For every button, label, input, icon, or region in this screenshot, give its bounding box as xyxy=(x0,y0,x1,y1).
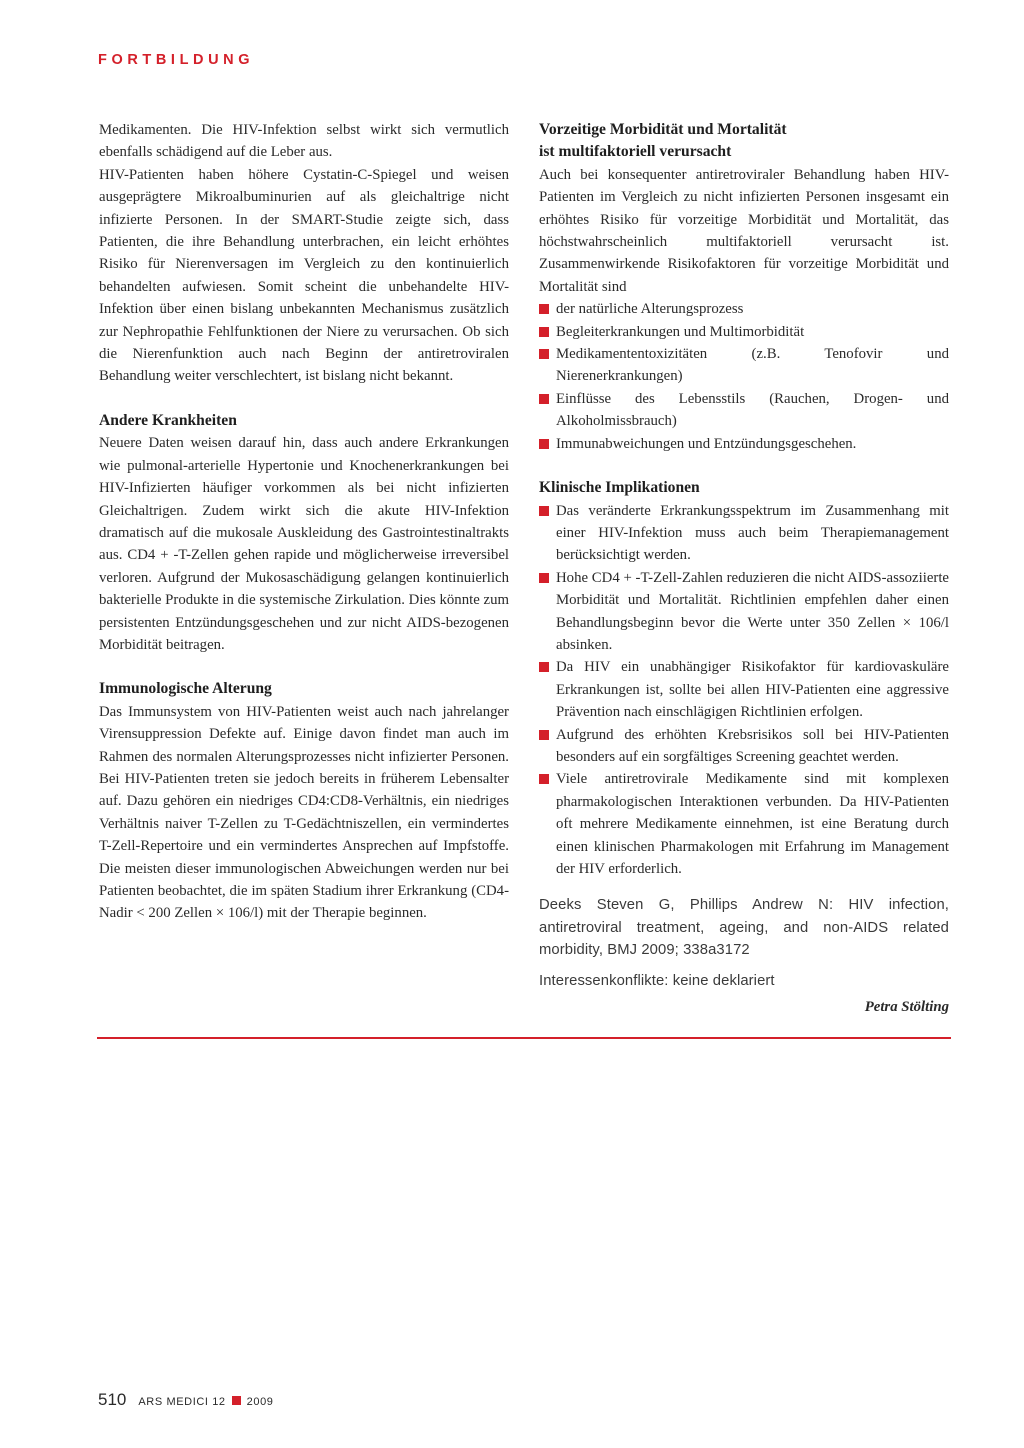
list-item-text: Begleiterkrankungen und Multimorbidität xyxy=(556,323,805,340)
intro-paragraph-1: Medikamenten. Die HIV-Infektion selbst wirkt sich vermutlich ebenfalls schädigend auf die Leber aus. xyxy=(99,122,509,161)
list-item xyxy=(539,567,949,657)
paragraph-immunologische-alterung: Das Immunsystem von HIV-Patienten weist auch nach jahrelanger Virensuppression Defekte auf. Einige davon findet man auch im Rahmen des normalen Alterungsprozesses nicht infizierter Personen. Bei HIV-Patienten treten sie jedoch bereits in früherem Lebensalter auf. Dazu gehören ein niedriges CD4:CD8-Verhältnis, ein niedriges Verhältnis naiver T-Zellen zu T-Gedächtniszellen, ein vermindertes T-Zell-Repertoire und ein vermindertes Ansprechen auf Impfstoffe. Die meisten dieser immunologischen Abweichungen werden nur bei Patienten beobachtet, die im späten Stadium ihrer Erkrankung (CD4-Nadir < 200 Zellen × 106/l) mit der Therapie beginnen. xyxy=(99,703,509,922)
heading-andere-krankheiten: Andere Krankheiten xyxy=(99,411,237,429)
intro-paragraph-2: HIV-Patienten haben höhere Cystatin-C-Spiegel und weisen ausgeprägtere Mikroalbuminurien auf als gleichaltrige nicht infizierte Personen. In der SMART-Studie zeigte sich, dass Patienten, die ihre Behandlung unterbrachen, ein leicht erhöhtes Risiko für Nierenversagen im Vergleich zu den kontinuierlich behandelten aufwiesen. Somit scheint die unbehandelte HIV-Infektion über einen bislang unbekannten Mechanismus zusätzlich zur Nephropathie Fehlfunktionen der Niere zu verursachen. Ob sich die Nierenfunktion auch nach Beginn der antiretroviralen Behandlung weiter verschlechtert, ist bislang nicht bekannt. xyxy=(99,166,509,385)
list-item xyxy=(539,656,949,723)
left-column xyxy=(99,119,509,925)
list-item-text: Hohe CD4 + -T-Zell-Zahlen reduzieren die nicht AIDS-assoziierte Morbidität und Mortalität. Richtlinien empfehlen daher einen Behandlungsbeginn bevor die Werte unter 350 Zellen × 106/l absinken. xyxy=(556,569,949,653)
list-item-text: Das veränderte Erkrankungsspektrum im Zusammenhang mit einer HIV-Infektion muss auch beim Therapiemanagement berücksichtigt werden. xyxy=(556,502,949,564)
list-item xyxy=(539,724,949,769)
list-item-text: Einflüsse des Lebensstils (Rauchen, Drogen- und Alkoholmissbrauch) xyxy=(556,390,949,430)
list-item xyxy=(539,343,949,388)
list-item-text: Aufgrund des erhöhten Krebsrisikos soll bei HIV-Patienten besonders auf ein sorgfältiges Screening geachtet werden. xyxy=(556,726,949,765)
list-item xyxy=(539,321,949,343)
list-item xyxy=(539,298,949,320)
section-label: FORTBILDUNG xyxy=(98,52,255,68)
list-item xyxy=(539,433,949,455)
page-number: 510 xyxy=(98,1390,127,1409)
author-name: Petra Stölting xyxy=(864,999,949,1016)
bullet-square-icon xyxy=(539,394,549,404)
list-item-text: Immunabweichungen und Entzündungsgeschehen. xyxy=(556,435,857,452)
list-item-text: Viele antiretrovirale Medikamente sind mit komplexen pharmakologischen Interaktionen verbunden. Da HIV-Patienten oft mehrere Medikamente einnehmen, ist eine Beratung durch einen klinischen Pharmakologen mit Erfahrung im Management der HIV erforderlich. xyxy=(556,771,949,877)
bullet-square-icon xyxy=(539,774,549,784)
list-item xyxy=(539,500,949,567)
bullet-square-icon xyxy=(539,304,549,314)
publication-year: 2009 xyxy=(246,1396,274,1408)
journal-name: ARS MEDICI 12 xyxy=(138,1396,226,1408)
bullet-square-icon xyxy=(539,573,549,583)
list-item-text: Da HIV ein unabhängiger Risikofaktor für kardiovaskuläre Erkrankungen ist, sollte bei allen HIV-Patienten eine aggressive Prävention nach einschlägigen Richtlinien erfolgen. xyxy=(556,659,949,721)
bullet-square-icon xyxy=(539,730,549,740)
heading-klinische-implikationen: Klinische Implikationen xyxy=(539,479,700,497)
bullet-square-icon xyxy=(539,327,549,337)
section-divider xyxy=(97,1037,951,1039)
list-item-text: der natürliche Alterungsprozess xyxy=(556,301,744,318)
heading-immunologische-alterung: Immunologische Alterung xyxy=(99,680,272,698)
conflict-of-interest-note: Interessenkonflikte: keine deklariert xyxy=(539,972,775,989)
footer-square-icon xyxy=(232,1396,241,1405)
heading-vorzeitige-morbiditaet-line1: Vorzeitige Morbidität und Mortalität xyxy=(539,121,787,138)
implications-list xyxy=(539,500,949,881)
heading-vorzeitige-morbiditaet-line2: ist multifaktoriell verursacht xyxy=(539,143,732,161)
list-item-text: Medikamententoxizitäten (z.B. Tenofovir und Nierenerkrankungen) xyxy=(556,346,949,385)
bullet-square-icon xyxy=(539,439,549,449)
risk-factor-list xyxy=(539,298,949,455)
paragraph-andere-krankheiten: Neuere Daten weisen darauf hin, dass auch andere Erkrankungen wie pulmonal-arterielle Hypertonie und Knochenerkrankungen bei HIV-Infizierten häufiger vorkommen als bei nicht infizierten Gleichaltrigen. Zudem wirkt sich die akute HIV-Infektion dramatisch auf die mukosale Auskleidung des Gastrointestinaltrakts aus. CD4 + -T-Zellen gehen rapide und möglicherweise irreversibel verloren. Aufgrund der Mukosaschädigung gelangen kontinuierlich bakterielle Produkte in die systemische Zirkulation. Dies könnte zum persistenten Entzündungsgeschehen und zur nicht AIDS-bezogenen Morbidität beitragen. xyxy=(99,435,509,653)
right-column xyxy=(539,119,949,1018)
reference-citation: Deeks Steven G, Phillips Andrew N: HIV infection, antiretroviral treatment, ageing, and non-AIDS related morbidity, BMJ 2009; 338a3172 xyxy=(539,897,949,959)
list-item xyxy=(539,768,949,880)
paragraph-vorzeitige-morbiditaet: Auch bei konsequenter antiretroviraler Behandlung haben HIV-Patienten im Vergleich zu nicht infizierten Personen insgesamt ein erhöhtes Risiko für vorzeitige Morbidität und Mortalität, das höchstwahrscheinlich multifaktoriell verursacht ist. Zusammenwirkende Risikofaktoren für vorzeitige Morbidität und Mortalität sind xyxy=(539,166,949,295)
bullet-square-icon xyxy=(539,349,549,359)
page-footer xyxy=(98,1390,274,1410)
bullet-square-icon xyxy=(539,662,549,672)
bullet-square-icon xyxy=(539,506,549,516)
list-item xyxy=(539,388,949,433)
